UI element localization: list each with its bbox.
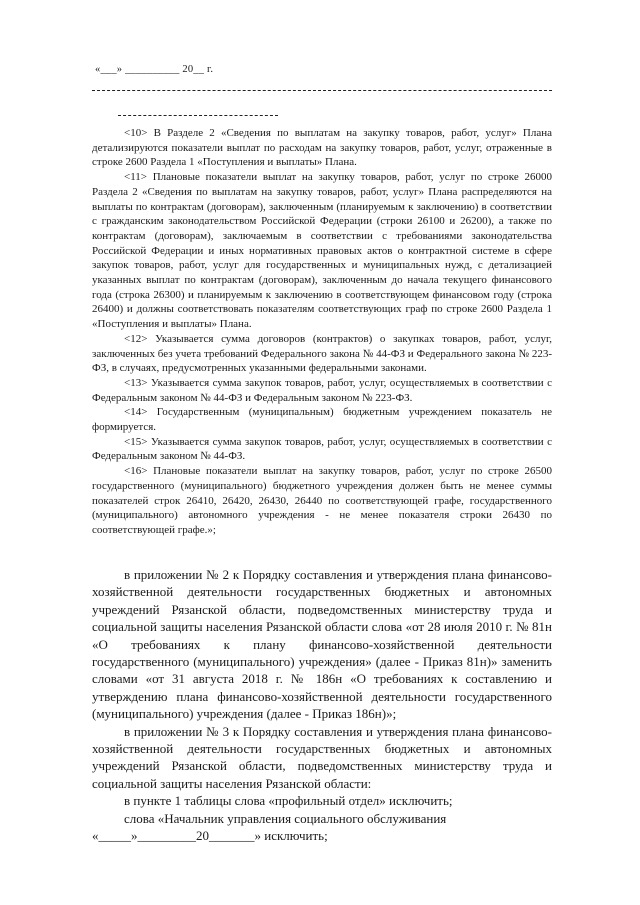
paragraph-words: слова «Начальник управления социального обслуживания — [124, 810, 447, 826]
date-placeholder: «___» __________ 20__ г. — [95, 64, 214, 75]
footnote-15: <15> Указывается сумма закупок товаров, работ, услуг, осуществляемых в соответствии с Федеральным законом № 44-ФЗ. — [92, 435, 552, 463]
footnote-11: <11> Плановые показатели выплат на закупку товаров, работ, услуг по строке 26000 Раздела 2 «Сведения по выплатам на закупку товаров, работ, услуг» Плана распределяются на выплаты по контрактам (договорам), заключенным (планируемым к заключению) в соответствии с гражданским законодательством Российской Федерации (строки 26100 и 26200), а также по контрактам (договорам), заключаемым в соответствии с требованиями законодательства Российской Федерации и иных нормативных правовых актов о контрактной системе в сфере закупок товаров, работ, услуг для государственных и муниципальных нужд, с детализацией указанных выплат по контрактам (договорам), заключенным до начала текущего финансового года (строка 26300) и планируемым к заключению в соответствующем финансовом году (строка 26400) и должны соответствовать показателям соответствующих граф по строке 2600 Раздела 1 «Поступления и выплаты» Плана. — [92, 171, 552, 331]
footnote-12: <12> Указывается сумма договоров (контрактов) о закупках товаров, работ, услуг, заключенных без учета требований Федерального закона № 44-ФЗ и Федерального закона № 223-ФЗ, в случаях, предусмотренных указанными федеральными законами. — [92, 332, 552, 375]
footnote-13: <13> Указывается сумма закупок товаров, работ, услуг, осуществляемых в соответствии с Федеральным законом № 44-ФЗ и Федеральным законом № 223-ФЗ. — [92, 376, 552, 404]
footnote-16: <16> Плановые показатели выплат на закупку товаров, работ, услуг по строке 26500 государственного (муниципального) бюджетного учреждения должен быть не менее суммы показателей строк 26410, 26420, 26430, 26440 по соответствующей графе, государственного (муниципального) автономного учреждения - не менее показателя строки 26430 по соответствующей графе.»; — [92, 465, 552, 536]
footnote-14: <14> Государственным (муниципальным) бюджетным учреждением показатель не формируется. — [92, 406, 552, 434]
paragraph-appendix-3: в приложении № 3 к Порядку составления и утверждения плана финансово-хозяйственной деятельности государственных бюджетных и автономных учреждений Рязанской области, подведомственных министерству труда и социальной защиты населения Рязанской области: — [92, 723, 552, 791]
paragraph-table-item-1: в пункте 1 таблицы слова «профильный отдел» исключить; — [124, 793, 453, 809]
signature-dash-line — [92, 90, 552, 91]
paragraph-appendix-2: в приложении № 2 к Порядку составления и утверждения плана финансово-хозяйственной деятельности государственных бюджетных и автономных учреждений Рязанской области, подведомственных министерству труда и социальной защиты населения Рязанской области слова «от 28 июля 2010 г. № 81н «О требованиях к плану финансово-хозяйственной деятельности государственного (муниципального) учреждения» (далее - Приказ 81н)» заменить словами «от 31 августа 2018 г. № 186н «О требованиях к составлению и утверждению плана финансово-хозяйственной деятельности государственного (муниципального) учреждения (далее - Приказ 186н)»; — [92, 567, 552, 722]
footnote-10: <10> В Разделе 2 «Сведения по выплатам на закупку товаров, работ, услуг» Плана детализируются показатели выплат по расходам на закупку товаров, работ, услуг, отраженные в строке 2600 Раздела 1 «Поступления и выплаты» Плана. — [92, 127, 552, 169]
footnote-separator — [118, 115, 278, 116]
main-text — [92, 566, 552, 845]
paragraph-exclude: «_____»_________20_______» исключить; — [92, 828, 328, 844]
footnotes — [92, 126, 552, 538]
